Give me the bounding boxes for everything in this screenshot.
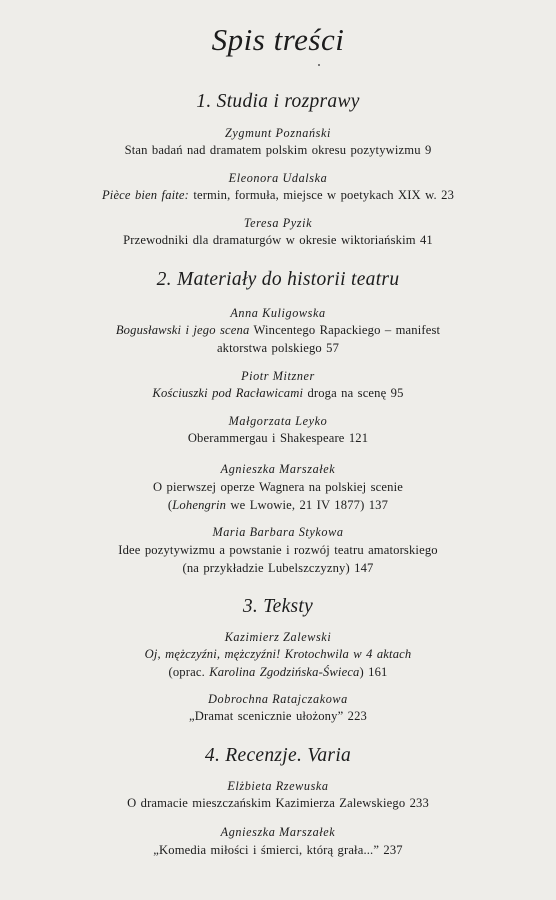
entry-author: Piotr Mitzner: [241, 369, 315, 383]
entry-title: Oj, mężczyźni, mężczyźni! Krotochwila w 4 aktach: [144, 647, 412, 661]
entry-title: „Komedia miłości i śmierci, którą grała...” 237: [153, 843, 403, 857]
entry-title: Kościuszki pod Racławicami droga na scenę 95: [152, 386, 404, 400]
entry-title-continuation: (oprac. Karolina Zgodzińska-Świeca) 161: [168, 665, 388, 679]
entry-title: O dramacie mieszczańskim Kazimierza Zalewskiego 233: [127, 796, 429, 810]
entry-title: Przewodniki dla dramaturgów w okresie wiktoriańskim 41: [123, 233, 433, 247]
entry-author: Kazimierz Zalewski: [224, 630, 332, 644]
entry-author: Agnieszka Marszałek: [220, 462, 336, 476]
entry-title: Stan badań nad dramatem polskim okresu pozytywizmu 9: [124, 143, 432, 157]
ink-dot: [318, 64, 320, 66]
entry-title: O pierwszej operze Wagnera na polskiej scenie: [153, 480, 403, 494]
entry-title: Oberammergau i Shakespeare 121: [187, 431, 369, 445]
entry-author: Maria Barbara Stykowa: [212, 525, 344, 539]
entry-title: „Dramat scenicznie ułożony” 223: [189, 709, 367, 723]
entry-title: Bogusławski i jego scena Wincentego Rapackiego – manifest: [115, 323, 441, 337]
entry-author: Eleonora Udalska: [228, 171, 328, 185]
section-heading: 2. Materiały do historii teatru: [156, 269, 400, 290]
entry-title-continuation: aktorstwa polskiego 57: [216, 341, 340, 355]
entry-author: Małgorzata Leyko: [228, 414, 328, 428]
entry-author: Anna Kuligowska: [230, 306, 326, 320]
entry-author: Zygmunt Poznański: [224, 126, 331, 140]
entry-title: Idee pozytywizmu a powstanie i rozwój teatru amatorskiego: [118, 543, 438, 557]
entry-author: Teresa Pyzik: [243, 216, 313, 230]
entry-title-continuation: (Lohengrin we Lwowie, 21 IV 1877) 137: [167, 498, 389, 512]
section-heading: 3. Teksty: [242, 596, 314, 617]
entry-author: Elżbieta Rzewuska: [227, 779, 329, 793]
entry-title: Pièce bien faite: termin, formuła, miejsce w poetykach XIX w. 23: [101, 188, 455, 202]
entry-title-continuation: (na przykładzie Lubelszczyzny) 147: [182, 561, 374, 575]
section-heading: 1. Studia i rozprawy: [196, 91, 360, 112]
page-title: Spis treści: [211, 22, 345, 57]
section-heading: 4. Recenzje. Varia: [204, 745, 352, 766]
entry-author: Agnieszka Marszałek: [220, 825, 336, 839]
entry-author: Dobrochna Ratajczakowa: [208, 692, 348, 706]
